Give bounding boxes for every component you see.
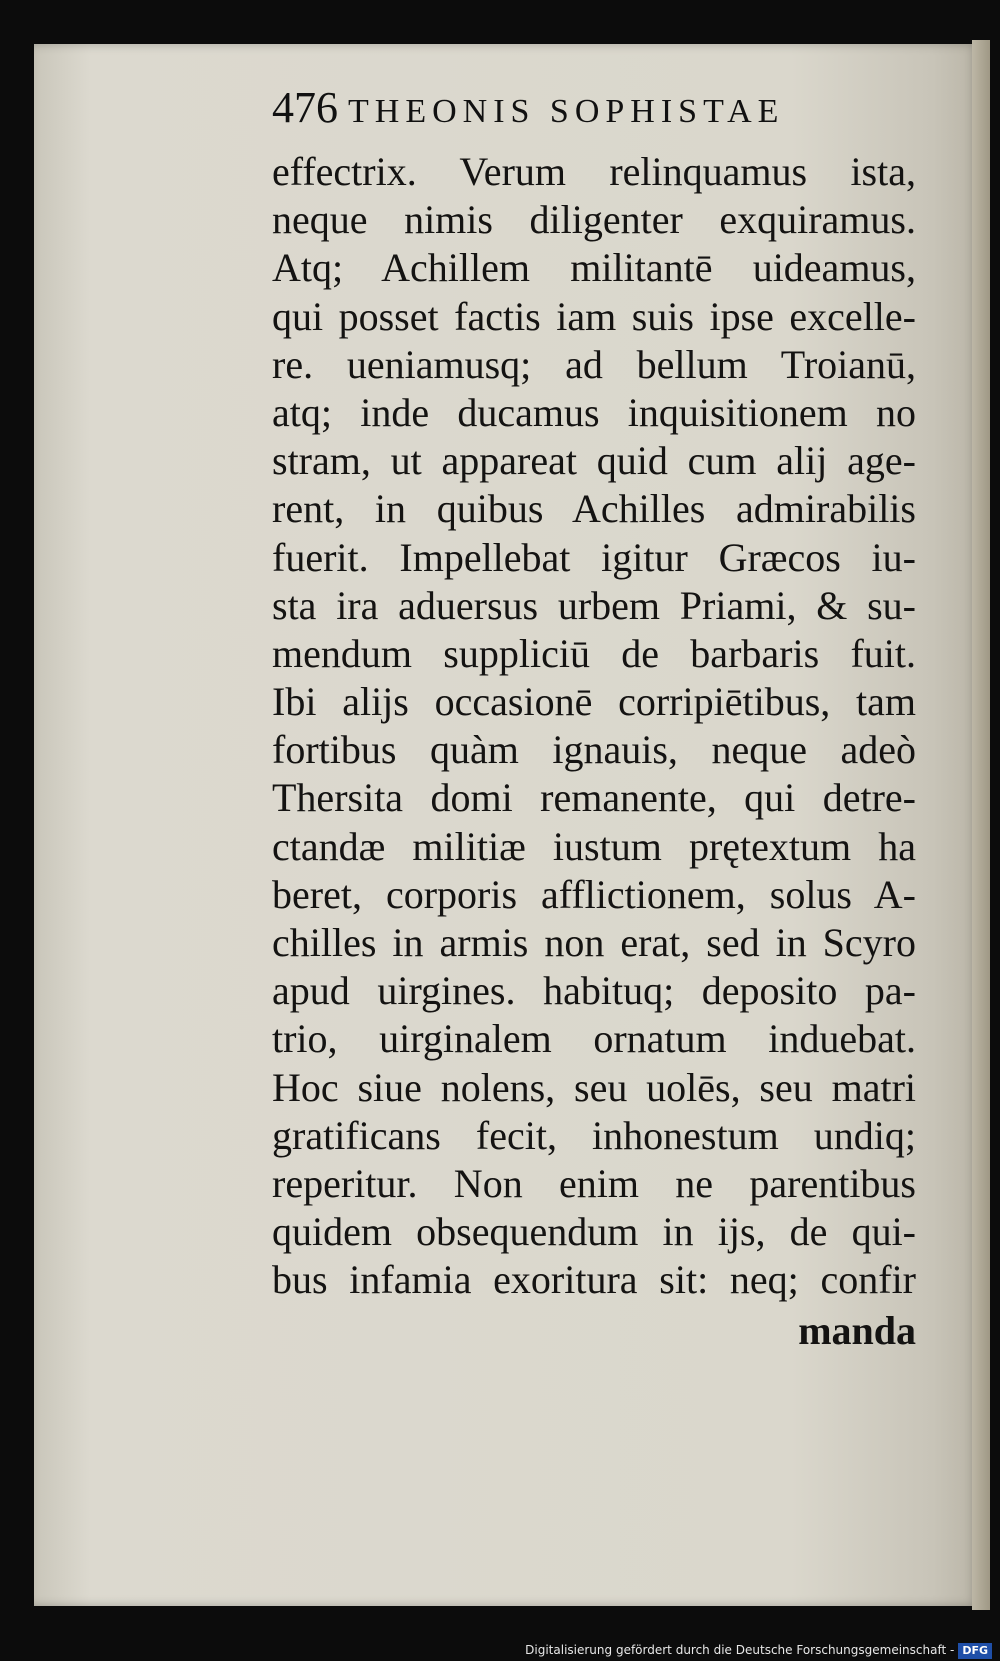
text-line: reperitur. Non enim ne parentibus [272,1160,916,1206]
text-line: re. ueniamusq; ad bellum Troianū, [272,341,916,387]
text-line: Hoc siue nolens, seu uolēs, seu matri [272,1064,916,1110]
text-line: atq; inde ducamus inquisitionem no [272,389,916,435]
text-line: effectrix. Verum relinquamus ista, [272,149,916,194]
running-header [272,82,912,142]
catchword: manda [798,1307,916,1353]
page-number: 476 [272,83,338,132]
text-line: bus infamia exoritura sit: neq; confir [272,1257,916,1303]
page-edge [972,40,990,1610]
text-line: gratificans fecit, inhonestum undiq; [272,1112,916,1158]
running-title: THEONIS SOPHISTAE [348,93,785,130]
body-text [272,148,916,1355]
text-line: fortibus quàm ignauis, neque adeò [272,727,916,773]
text-line: fuerit. Impellebat igitur Græcos iu- [272,534,916,580]
text-line: stram, ut appareat quid cum alij age- [272,438,916,484]
text-line: sta ira aduersus urbem Priami, & su- [272,582,916,628]
text-line: rent, in quibus Achilles admirabilis [272,486,916,532]
digitization-footer [0,1639,1000,1661]
text-line: beret, corporis afflictionem, solus A- [272,871,916,917]
dfg-logo: DFG [958,1643,992,1659]
text-line: neque nimis diligenter exquiramus. [272,197,916,243]
text-line: Atq; Achillem militantē uideamus, [272,245,916,291]
text-line: ctandæ militiæ iustum prętextum ha [272,823,916,869]
text-line: qui posset factis iam suis ipse excelle- [272,293,916,339]
text-line: apud uirgines. habituq; deposito pa- [272,968,916,1014]
footer-text: Digitalisierung gefördert durch die Deutsche Forschungsgemeinschaft - [525,1643,955,1657]
text-line: Ibi alijs occasionē corripiētibus, tam [272,679,916,725]
text-line: trio, uirginalem ornatum induebat. [272,1016,916,1062]
text-line: quidem obsequendum in ijs, de qui- [272,1209,916,1255]
text-line: mendum suppliciū de barbaris fuit. [272,630,916,676]
text-line: chilles in armis non erat, sed in Scyro [272,920,916,965]
text-line: Thersita domi remanente, qui detre- [272,775,916,821]
